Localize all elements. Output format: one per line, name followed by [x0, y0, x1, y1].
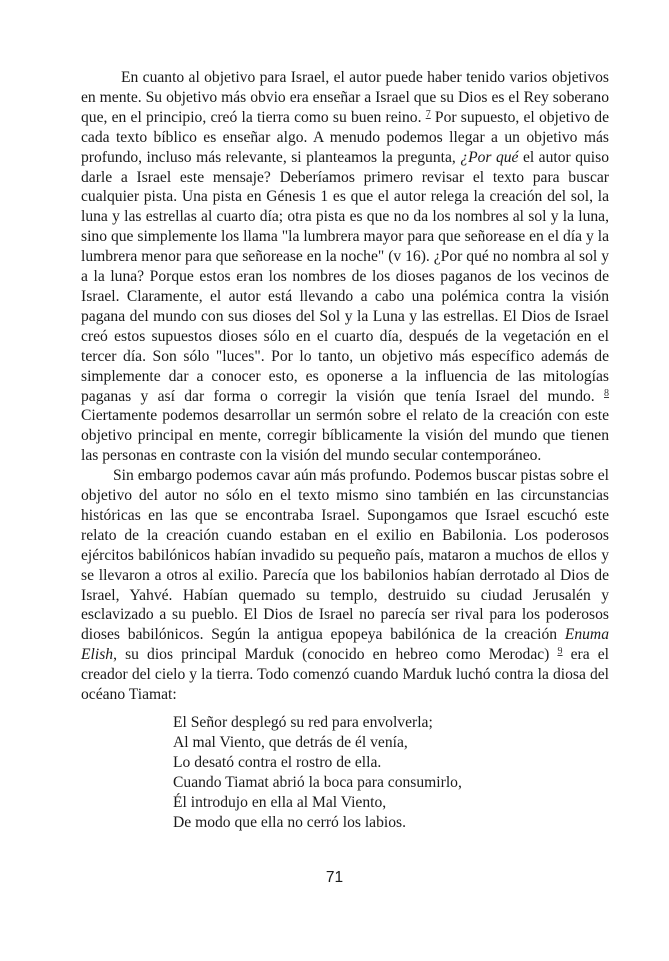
italic-title: Enuma Elish	[81, 626, 609, 664]
paragraph-text: el autor quiso darle a Israel este mensaje? Deberíamos primero revisar el texto para buscar cualquier pista. Una pista en Génesis 1 es que el autor relega la creación del sol, la luna y las estrellas al cuarto día; otra pista es que no da los nombres al sol y la luna, sino que simplemente los llama "la lumbrera mayor para que señorease en el día y la lumbrera menor para que señorease en la noche" (v 16). ¿Por qué no nombra al sol y a la luna? Porque estos eran los nombres de los dioses paganos de los vecinos de Israel. Claramente, el autor está llevando a cabo una polémica contra la visión pagana del mundo con sus dioses del Sol y la Luna y las estrellas. El Dios de Israel creó estos supuestos dioses sólo en el cuarto día, después de la vegetación en el tercer día. Son sólo "luces". Por lo tanto, un objetivo más específico además de simplemente dar a conocer esto, es oponerse a la influencia de las mitologías paganas y así dar forma o corregir la visión que tenía Israel del mundo.	[81, 148, 609, 405]
poem-line: De modo que ella no cerró los labios.	[173, 814, 406, 832]
poem-line: Al mal Viento, que detrás de él venía,	[173, 734, 408, 752]
footnote-ref-7[interactable]: 7	[425, 108, 431, 120]
document-page	[81, 68, 609, 834]
paragraph-text: Ciertamente podemos desarrollar un sermón sobre el relato de la creación con este objetivo principal en mente, corregir bíblicamente la visión del mundo que tienen las personas en contraste con la visión del mundo secular contemporáneo.	[81, 407, 609, 465]
paragraph-text: , su dios principal Marduk (conocido en hebreo como Merodac)	[113, 646, 550, 664]
paragraph-text: Sin embargo podemos cavar aún más profundo. Podemos buscar pistas sobre el objetivo del autor no sólo en el texto mismo sino también en las circunstancias históricas en las que se encontraba Israel. Supongamos que Israel escuchó este relato de la creación cuando estaban en el exilio en Babilonia. Los poderosos ejércitos babilónicos habían invadido su pequeño país, mataron a muchos de ellos y se llevaron a otros al exilio. Parecía que los babilonios habían derrotado al Dios de Israel, Yahvé. Habían quemado su templo, destruido su ciudad Jerusalén y esclavizado a su pueblo. El Dios de Israel no parecía ser rival para los poderosos dioses babilónicos. Según la antigua epopeya babilónica de la creación	[81, 467, 609, 644]
poem-line: Él introdujo en ella al Mal Viento,	[173, 794, 387, 812]
page-number: 71	[325, 869, 344, 886]
paragraph-text: Por supuesto, el objetivo de cada texto bíblico es enseñar algo. A menudo podemos llegar a un objetivo más profundo, incluso más relevante, si planteamos la pregunta,	[81, 108, 609, 166]
italic-text: ¿Por qué	[460, 148, 519, 166]
body-paragraph	[81, 68, 609, 466]
poem-line: El Señor desplegó su red para envolverla;	[173, 714, 433, 731]
poem-line: Lo desató contra el rostro de ella.	[173, 754, 382, 772]
paragraph-text: En cuanto al objetivo para Israel, el autor puede haber tenido varios objetivos en mente. Su objetivo más obvio era enseñar a Israel que su Dios es el Rey soberano que, en el principio, creó la tierra como su buen reino.	[81, 69, 609, 126]
body-paragraph	[81, 466, 609, 705]
footnote-ref-8[interactable]: 8	[604, 387, 609, 399]
poem-quote	[173, 713, 609, 834]
paragraph-text: era el creador del cielo y la tierra. Todo comenzó cuando Marduk luchó contra la diosa del océano Tiamat:	[81, 646, 610, 704]
poem-line: Cuando Tiamat abrió la boca para consumirlo,	[173, 774, 462, 792]
footnote-ref-9[interactable]: 9	[557, 646, 563, 658]
